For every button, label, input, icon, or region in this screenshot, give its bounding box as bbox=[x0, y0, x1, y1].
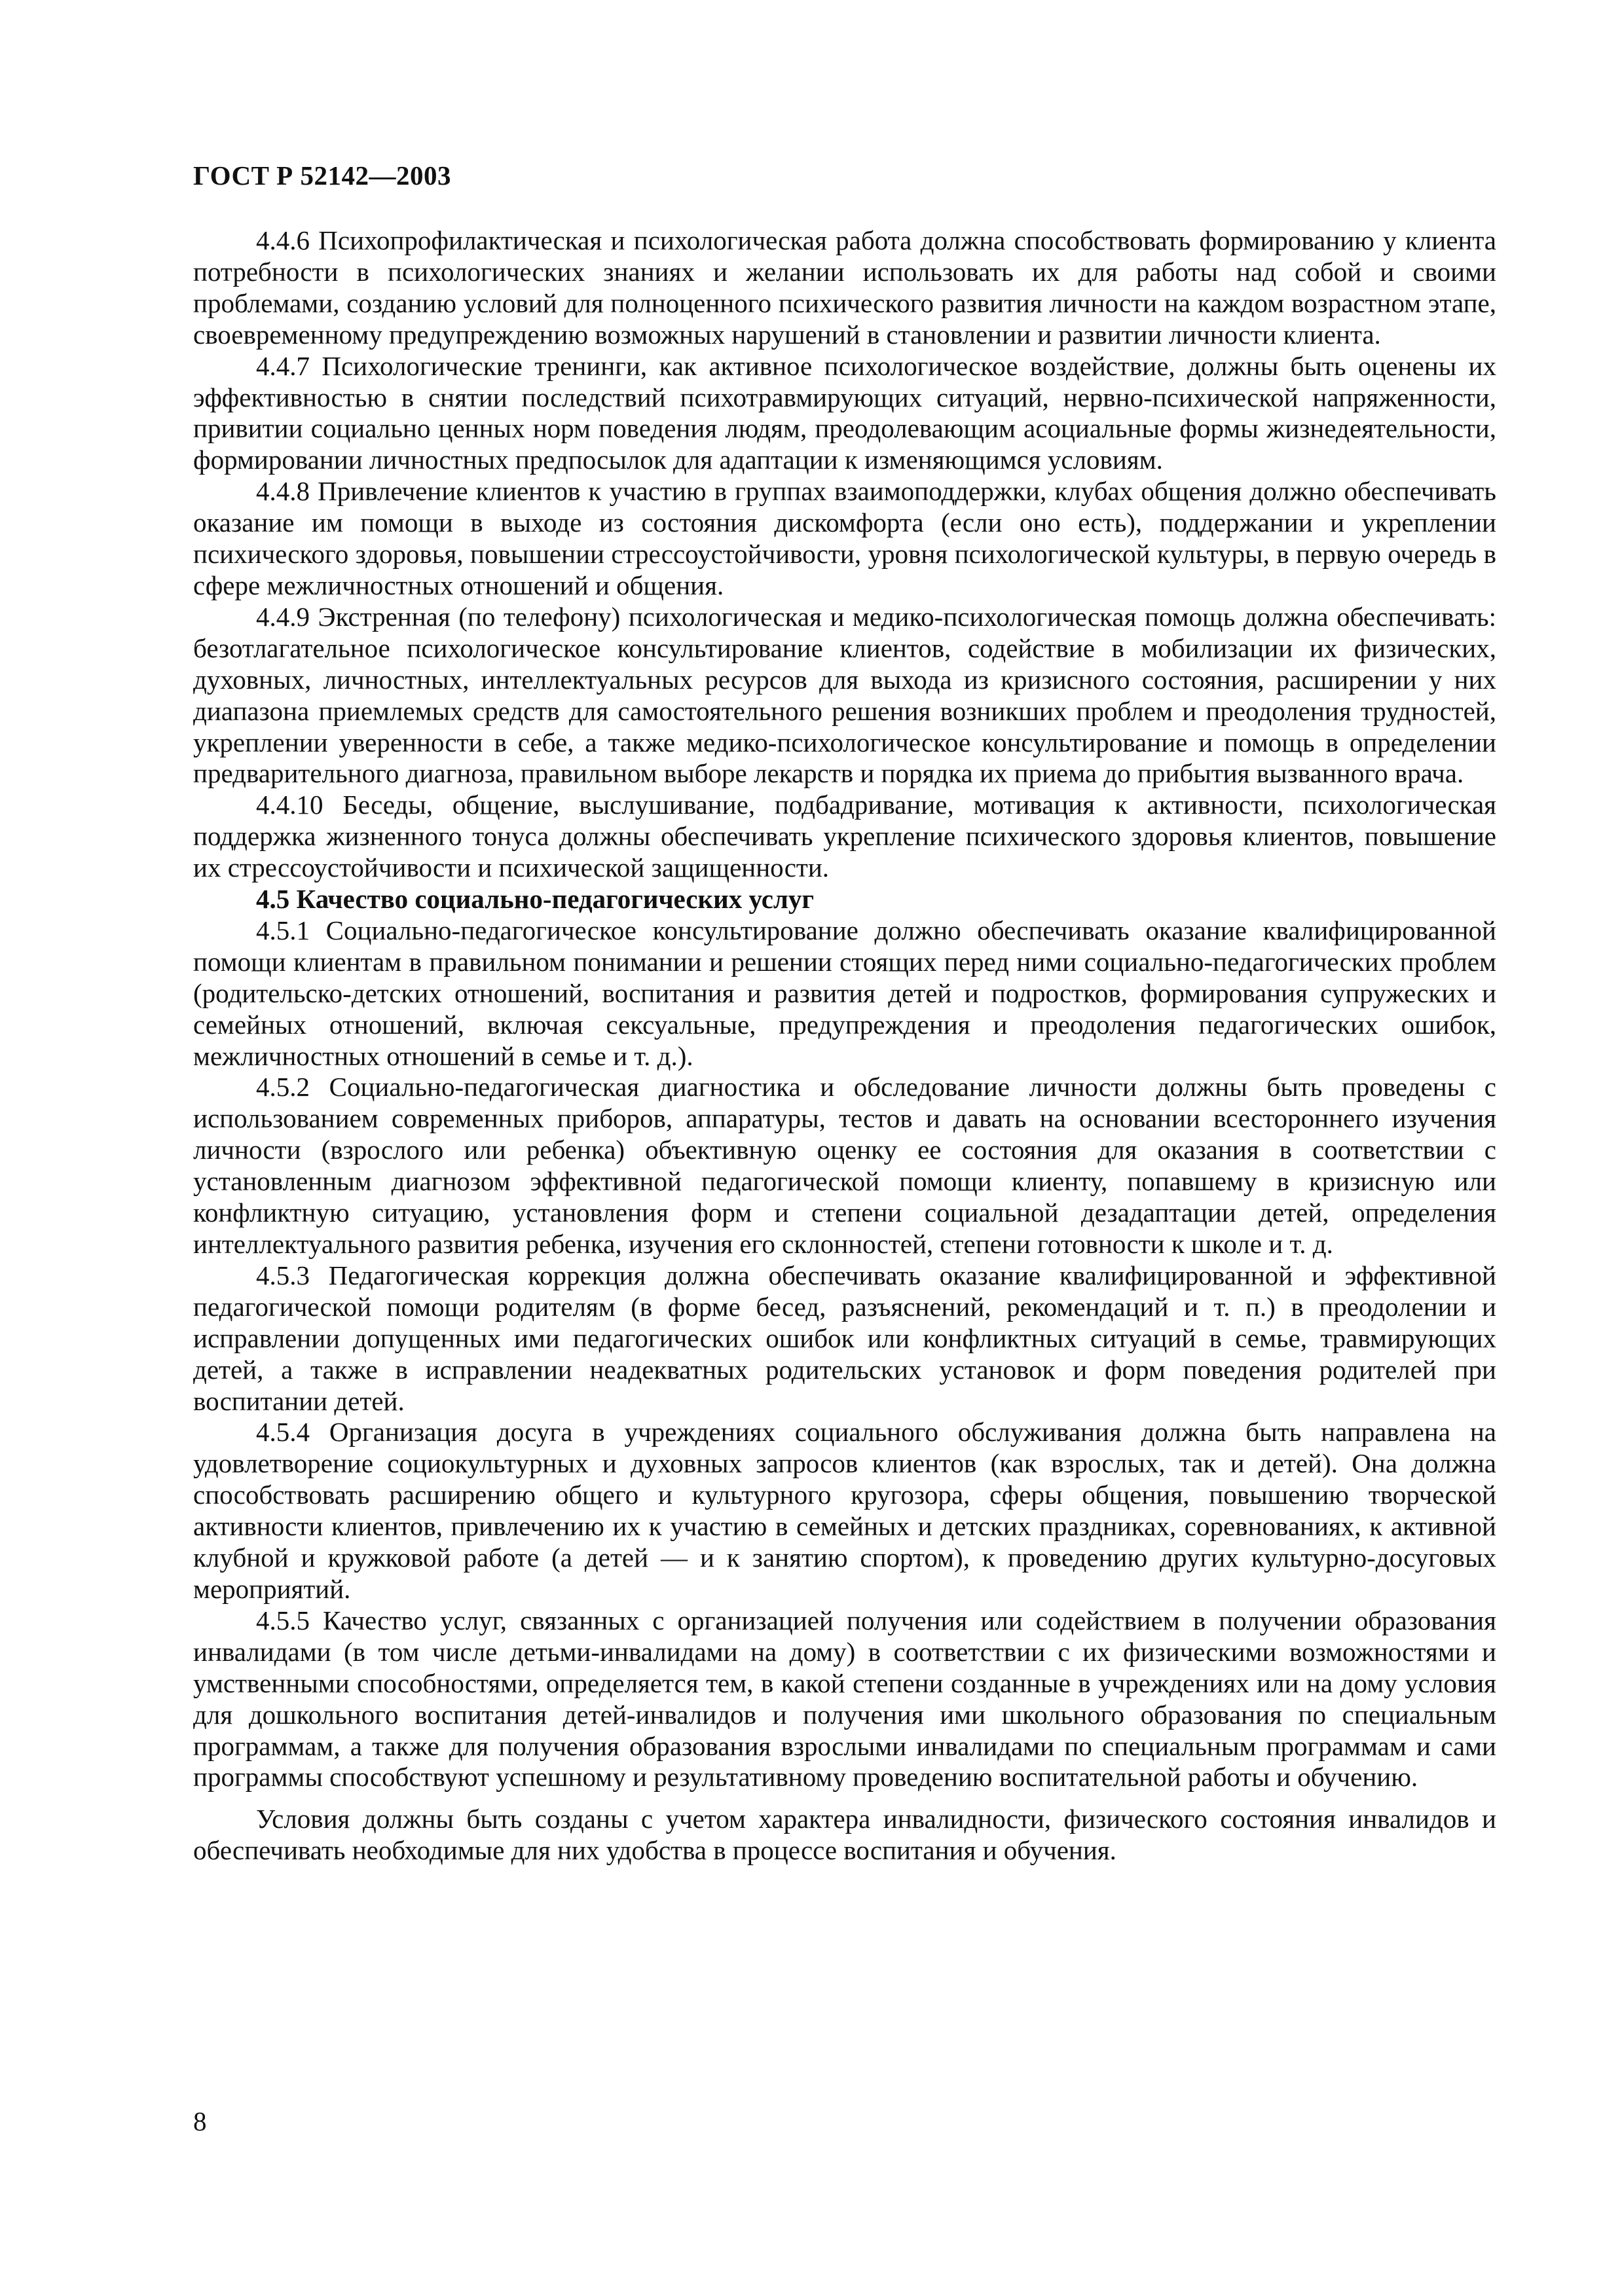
paragraph-4-5-4: 4.5.4 Организация досуга в учреждениях социального обслуживания должна быть направлена на удовлетворение социокультурных и духовных запросов клиентов (как взрослых, так и детей). Она должна способствовать расширению общего и культурного кругозора, сферы общения, повышению творческой активности клиентов, привлечению их к участию в семейных и детских праздниках, соревнованиях, к активной клубной и кружковой работе (а детей — и к занятию спортом), к проведению других культурно-досуговых мероприятий. bbox=[193, 1417, 1496, 1604]
document-header: ГОСТ Р 52142—2003 bbox=[193, 160, 451, 191]
paragraph-4-5-3: 4.5.3 Педагогическая коррекция должна обеспечивать оказание квалифицированной и эффективной педагогической помощи родителям (в форме бесед, разъяснений, рекомендаций и т. п.) в преодолении и исправлении допущенных ими педагогических ошибок или конфликтных ситуаций в семье, травмирующих детей, а также в исправлении неадекватных родительских установок и форм поведения родителей при воспитании детей. bbox=[193, 1260, 1496, 1416]
paragraph-conditions: Условия должны быть созданы с учетом характера инвалидности, физического состояния инвалидов и обеспечивать необходимые для них удобства в процессе воспитания и обучения. bbox=[193, 1804, 1496, 1866]
paragraph-4-5-5: 4.5.5 Качество услуг, связанных с организацией получения или содействием в получении образования инвалидами (в том числе детьми-инвалидами на дому) в соответствии с их физическими возможностями и умственными способностями, определяется тем, в какой степени созданные в учреждениях или на дому условия для дошкольного воспитания детей-инвалидов и получения ими школьного образования по специальным программам, а также для получения образования взрослыми инвалидами по специальным программам и сами программы способствуют успешному и результативному проведению воспитательной работы и обучению. bbox=[193, 1605, 1496, 1793]
paragraph-4-5-1: 4.5.1 Социально-педагогическое консультирование должно обеспечивать оказание квалифицированной помощи клиентам в правильном понимании и решении стоящих перед ними социально-педагогических проблем (родительско-детских отношений, воспитания и развития детей и подростков, формирования супружеских и семейных отношений, включая сексуальные, предупреждения и преодоления педагогических ошибок, межличностных отношений в семье и т. д.). bbox=[193, 915, 1496, 1071]
page-number: 8 bbox=[193, 2106, 207, 2136]
paragraph-4-5-2: 4.5.2 Социально-педагогическая диагностика и обследование личности должны быть проведены с использованием современных приборов, аппаратуры, тестов и давать на основании всестороннего изучения личности (взрослого или ребенка) объективную оценку ее состояния для оказания в соответствии с установленным диагнозом эффективной педагогической помощи клиенту, попавшему в кризисную или конфликтную ситуацию, установления форм и степени социальной дезадаптации детей, определения интеллектуального развития ребенка, изучения его склонностей, степени готовности к школе и т. д. bbox=[193, 1072, 1496, 1259]
paragraph-4-4-8: 4.4.8 Привлечение клиентов к участию в группах взаимоподдержки, клубах общения должно обеспечивать оказание им помощи в выходе из состояния дискомфорта (если оно есть), поддержании и укреплении психического здоровья, повышении стрессоустойчивости, уровня психологической культуры, в первую очередь в сфере межличностных отношений и общения. bbox=[193, 476, 1496, 600]
paragraph-4-4-9: 4.4.9 Экстренная (по телефону) психологическая и медико-психологическая помощь должна обеспечивать: безотлагательное психологическое консультирование клиентов, содействие в мобилизации их физических, духовных, личностных, интеллектуальных ресурсов для выхода из кризисного состояния, расширении у них диапазона приемлемых средств для самостоятельного решения возникших проблем и преодоления трудностей, укреплении уверенности в себе, а также медико-психологическое консультирование и помощь в определении предварительного диагноза, правильном выборе лекарств и порядка их приема до прибытия вызванного врача. bbox=[193, 601, 1496, 789]
document-body bbox=[193, 225, 1496, 1867]
paragraph-4-4-7: 4.4.7 Психологические тренинги, как активное психологическое воздействие, должны быть оценены их эффективностью в снятии последствий психотравмирующих ситуаций, нервно-психической напряженности, привитии социально ценных норм поведения людям, преодолевающим асоциальные формы жизнедеятельности, формировании личностных предпосылок для адаптации к изменяющимся условиям. bbox=[193, 350, 1496, 475]
paragraph-4-4-6: 4.4.6 Психопрофилактическая и психологическая работа должна способствовать формированию у клиента потребности в психологических знаниях и желании использовать их для работы над собой и своими проблемами, созданию условий для полноценного психического развития личности на каждом возрастном этапе, своевременному предупреждению возможных нарушений в становлении и развитии личности клиента. bbox=[193, 225, 1496, 350]
paragraph-4-4-10: 4.4.10 Беседы, общение, выслушивание, подбадривание, мотивация к активности, психологическая поддержка жизненного тонуса должны обеспечивать укрепление психического здоровья клиентов, повышение их стрессоустойчивости и психической защищенности. bbox=[193, 790, 1496, 883]
section-heading-4-5: 4.5 Качество социально-педагогических услуг bbox=[256, 884, 815, 915]
